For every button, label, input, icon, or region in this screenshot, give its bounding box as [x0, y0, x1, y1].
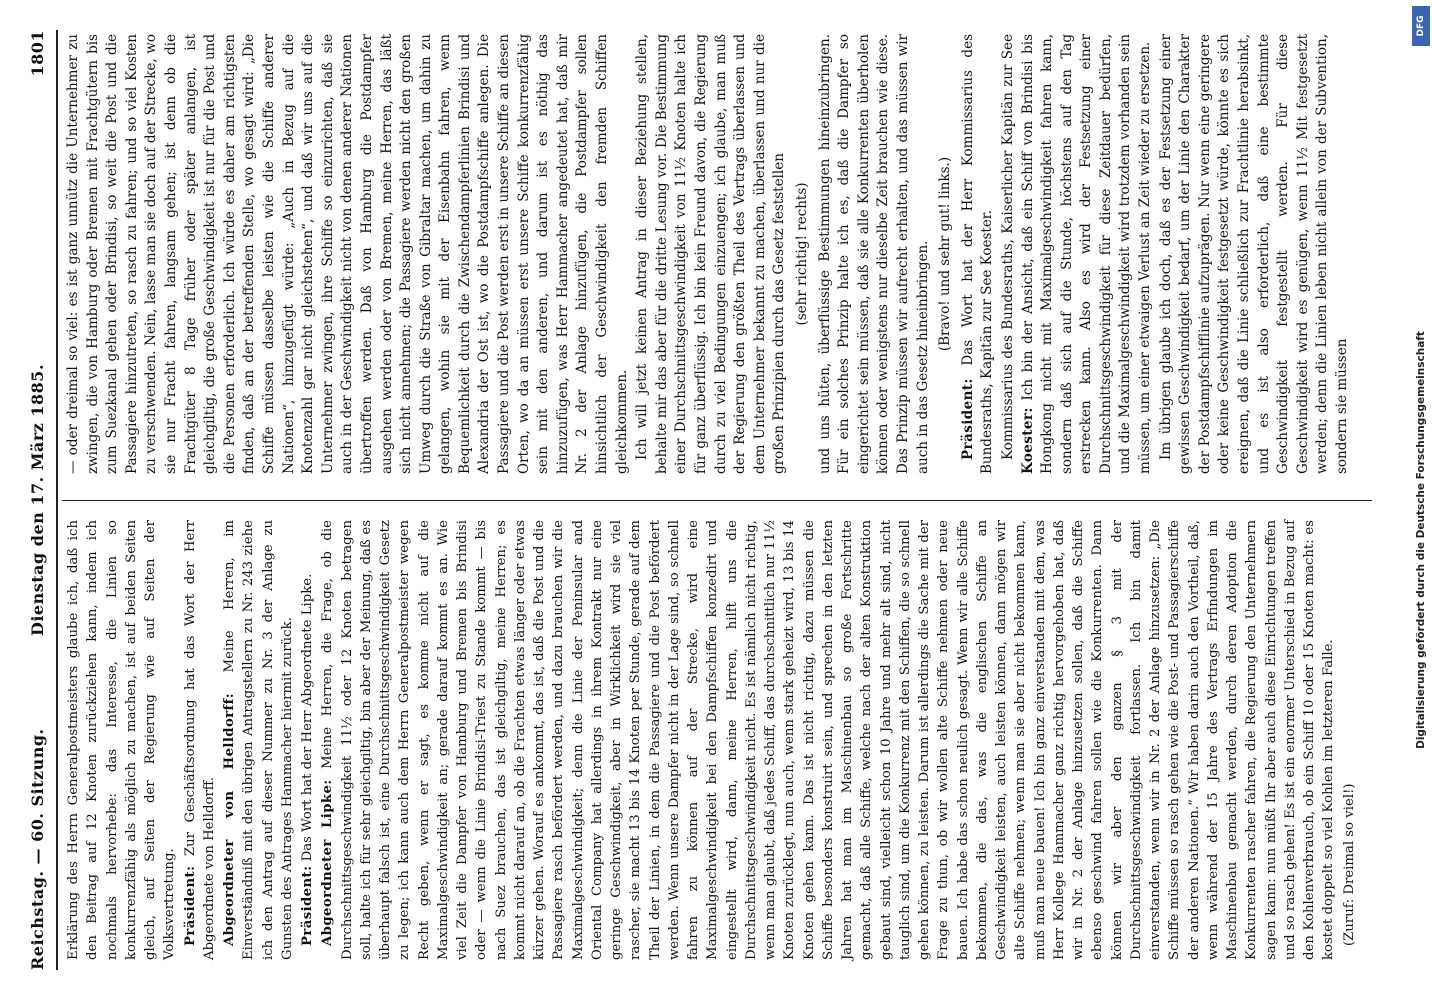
speaker-name: Präsident:: [182, 865, 198, 946]
paragraph-text: und uns hüten, überflüssige Bestimmungen hineinzubringen. Für ein solches Prinzip halte ich es, daß die Dampfer so eingerichtet sein müssen, daß sie alle Konkurrenten überholen können oder wenigstens nur dieselbe Zeit brauchen wie diese. Das Prinzip müssen wir aufrecht erhalten, und das müssen wir auch in das Gesetz hineinbringen.: [816, 34, 931, 474]
header-rule: [56, 30, 58, 970]
paragraph-text: Im übrigen glaube ich doch, daß es der Festsetzung einer gewissen Geschwindigkeit bedarf, um der Linie den Charakter der Postdampfschifflinie aufzuprägen. Nur wenn eine geringere oder keine Geschwindigkeit festgesetzt würde, könnte es sich ereignen, daß die Linie schließlich zur Frachtlinie herabsinkt, und es ist also erforderlich, daß eine bestimmte Geschwindigkeit festgestellt werden. Für diese Geschwindigkeit wird es genügen, wenn 11½ Mit festgesetzt werden; denn die Linien leben nicht allein von der Subvention, sondern sie müssen: [1157, 34, 1350, 474]
column-separator: [62, 500, 1372, 501]
paragraph-text: Das Wort hat der Herr Kommissarius des Bundesraths, Kapitän zur See Koester.: [959, 34, 996, 474]
paragraph: [181, 520, 220, 960]
paragraph: [318, 520, 1338, 960]
paragraph: [999, 34, 1156, 474]
paragraph: [1157, 34, 1353, 474]
paragraph-text: Meine Herren, die Frage, ob die Durchschnittsgeschwindigkeit 11½ oder 12 Knoten betragen soll, halte ich für sehr gleichgiltig, bin aber der Meinung, daß es überhaupt falsch ist, eine Durchschnittsgeschwindigkeit Gesetz zu legen; ich kann auch dem Herrn Generalpostmeister wegen Recht geben, wenn er sagt, es komme nicht auf die Maximalgeschwindigkeit an; gerade darauf kommt es an. Wie viel Zeit die Dampfer von Hamburg und Bremen bis Brindisi oder — wenn die Linie Brindisi-Triest zu Stande kommt — bis nach Suez brauchen, das ist gleichgiltig, meine Herren; es kommt nicht darauf an, ob die Frachten etwas länger oder etwas kürzer gehen. Worauf es ankommt, das ist, daß die Post und die Passagiere rasch befördert werden, und dazu brauchen wir die Maximalgeschwindigkeit; denn die Linie der Peninsular and Oriental Company hat allerdings in ihrem Kontrakt nur eine geringe Geschwindigkeit, aber in Wirklichkeit wird sie viel rascher, sie macht 13 bis 14 Knoten per Stunde, gerade auf dem Theil der Linien, in dem die Passagiere und die Post befördert werden. Wenn unsere Dampfer nicht in der Lage sind, so schnell fahren zu können auf der Strecke, wird eine Maximalgeschwindigkeit bei den Dampfschiffen konzedirt und eingestellt wird, dann, meine Herren, hilft uns die Durchschnittsgeschwindigkeit nicht. Es ist nämlich nicht richtig, wenn man glaubt, daß jedes Schiff, das durchschnittlich nur 11½ Knoten zurücklegt, nun auch, wenn stark geheizt wird, 13 bis 14 Knoten gehen kann. Das ist nicht richtig, dazu müssen die Schiffe besonders konstruirt sein, und sprechen in den letzten Jahren hat man im Maschinenbau so große Fortschritte gemacht, daß alle Schiffe, welche nach der alten Konstruktion gebaut sind, vielleicht schon 10 Jahre und mehr alt sind, nicht tauglich sind, um die Konkurrenz mit den Schiffen, die so schnell gehen können, zu leisten. Darum ist allerdings die Sache mit der Frage zu thun, ob wir wollen alte Schiffe nehmen oder neue bauen. Ich habe das schon neulich gesagt. Wenn wir alle Schiffe bekommen, die das, was die englischen Schiffe an Geschwindigkeit leisten, auch leisten können, dann mögen wir alte Schiffe nehmen; wenn man sie aber nicht bekommen kann, muß man neue bauen! Ich bin ganz einverstanden mit dem, was Herr Kollege Hammacher ganz richtig hervorgehoben hat, daß wir in Nr. 2 der Anlage hinzusetzen sollen, daß die Schiffe ebenso geschwind fahren sollen wie die Konkurrenten. Dann können wir aber den ganzen § 3 mit der Durchschnittsgeschwindigkeit fortlassen. Ich bin damit einverstanden, wenn wir in Nr. 2 der Anlage hinzusetzen: „Die Schiffe müssen so rasch gehen wie die Post- und Passagierschiffe der anderen Nationen.“ Wir haben darin auch den Vortheil, daß, wenn während der 15 Jahre des Vertrags Erfindungen im Maschinenbau gemacht werden, durch deren Adoption die Konkurrenten rascher fahren, die Regierung den Unternehmern sagen kann: nun müßt Ihr aber auch diese Einrichtungen treffen und so rasch gehen! Es ist ein enormer Unterschied in Bezug auf den Kohlenverbrauch, ob ein Schiff 10 oder 15 Knoten macht: es kostet doppelt so viel Kohlen im letzteren Falle.: [320, 520, 1337, 960]
paragraph-text: (sehr richtig! rechts): [793, 182, 810, 326]
paragraph-text: Zur Geschäftsordnung hat das Wort der Herr Abgeordnete von Helldorff.: [182, 520, 217, 960]
page-number: 1801: [28, 30, 47, 77]
paragraph-text: Ich will jetzt keinen Antrag in dieser Beziehung stellen, behalte mir das aber für die dritte Lesung vor. Die Bestimmung einer Durchschnittsgeschwindigkeit von 11½ Knoten halte ich für ganz überflüssig. Ich bin kein Freund davon, die Regierung durch zu viel Bedingungen einzuengen; ich glaube, man muß der Regierung den größten Theil des Vertrags überlassen und dem Unternehmer bekannt zu machen, überlassen und nur die großen Prinzipien durch das Gesetz feststellen: [634, 34, 788, 474]
header-date: Dienstag den 17. März 1885.: [28, 363, 47, 637]
paragraph: [959, 34, 998, 474]
paragraph: [936, 34, 956, 474]
paragraph: [793, 34, 813, 474]
paragraph-text: Kommissarius des Bundesraths, Kaiserlicher Kapitän zur See: [999, 34, 1016, 460]
paragraph: [298, 520, 317, 960]
speaker-name: Abgeordneter von Helldorff:: [222, 692, 237, 946]
header-left: Reichstag. — 60. Sitzung.: [28, 728, 47, 970]
paragraph-text: (Bravo! und sehr gut! links.): [937, 156, 954, 352]
paragraph: [816, 34, 934, 474]
paragraph: [220, 520, 297, 960]
left-column: [64, 520, 1360, 960]
speaker-name: Präsident:: [300, 865, 315, 946]
paragraph: [1340, 520, 1359, 960]
right-column: [64, 34, 1354, 474]
speaker-name: Präsident:: [959, 378, 976, 460]
paragraph-text: (Zuruf: Dreimal so viel!): [1341, 783, 1357, 946]
paragraph-text: Das Wort hat der Herr Abgeordnete Lipke.: [300, 573, 315, 866]
speaker-name: Abgeordneter Lipke:: [320, 779, 336, 946]
paragraph: [633, 34, 790, 474]
paragraph-text: Ich bin der Ansicht, daß ein Schiff von Brindisi bis Hongkong nicht mit Maximalgeschwindigkeit fahren kann, sondern daß sich auf die Stunde, höchstens auf den Tag erstrecken kann. Also es wird der Festsetzung einer Durchschnittsgeschwindigkeit für diese Zeitdauer bedürfen, und die Maximalgeschwindigkeit wird trotzdem vorhanden sein müssen, um einer etwaigen Verlust an Zeit wieder zu ersetzen.: [1019, 34, 1154, 474]
paragraph-text: — oder dreimal so viel: es ist ganz unnütz die Unternehmer zu zwingen, die von Hamburg oder Bremen mit Frachtgütern bis zum Suezkanal gehen oder Brindisi, so weit die Post und die Passagiere hinzutreten, so rasch zu fahren; und so viel Kosten zu verschwenden. Nein, lasse man sie doch auf der Strecke, wo sie nur Fracht fahren, langsam gehen; ist denn ob die Frachtgüter 8 Tage früher oder später anlangen, ist gleichgiltig, die große Geschwindigkeit ist nur für die Post und die Personen erforderlich. Ich würde es daher am richtigsten finden, daß an der betreffenden Stelle, wo gesagt wird: „Die Schiffe müssen dasselbe leisten wie die Schiffe anderer Nationen“, hinzugefügt würde: „Auch in Bezug auf die Knotenzahl gar nicht gleichstehen“, und daß wir uns auf die Unternehmer zwingen, ihre Schiffe so einzurichten, daß sie auch in der Geschwindigkeit nicht von denen anderer Nationen übertroffen werden. Daß von Hamburg die Postdampfer ausgehen werden oder von Bremen, meine Herren, das läßt sich nicht annehmen; die Passagiere werden nicht den großen Umweg durch die Straße von Gibraltar machen, um dahin zu gelangen, wohin sie mit der Eisenbahn fahren, wenn Bequemlichkeit durch die Zwischendampferlinien Brindisi und Alexandria der Ost ist, wo die Postdampfschiffe anlegen. Die Passagiere und die Post werden erst in unsere Schiffe an diesen Orten, wo da an müssen erst unsere Schiffe konkurrenzfähig sein mit den anderen, und darum ist es nöthig das hinzuzufügen, was Herr Hammacher angedeutet hat, daß mir Nr. 2 der Anlage hinzufügen, die Postdampfer sollen hinsichtlich der Geschwindigkeit den fremden Schiffen gleichkommen.: [65, 34, 630, 474]
paragraph-text: Erklärung des Herrn Generalpostmeisters glaube ich, daß ich den Beitrag auf 12 Knoten zurückziehen kann, indem ich nochmals hervorhebe: das Interesse, die Linien so konkurrenzfähig als möglich zu machen, ist auf beiden Seiten gleich, auf Seiten der Regierung wie auf Seiten der Volksvertretung.: [66, 520, 178, 960]
paragraph-text: Meine Herren, im Einverständniß mit den übrigen Antragstellern zu Nr. 243 ziehe ich den Antrag auf dieser Nummer zu Nr. 3 der Anlage zu Gunsten des Antrages Hammacher hiermit zurück.: [222, 520, 295, 960]
paragraph: [64, 520, 180, 960]
paragraph: [64, 34, 632, 474]
speaker-name: Koester:: [1019, 407, 1036, 474]
page-header: [24, 30, 54, 970]
dfg-logo: DFG: [1412, 6, 1430, 46]
digitization-credit: Digitalisierung gefördert durch die Deutsche Forschungsgemeinschaft: [1415, 331, 1427, 749]
